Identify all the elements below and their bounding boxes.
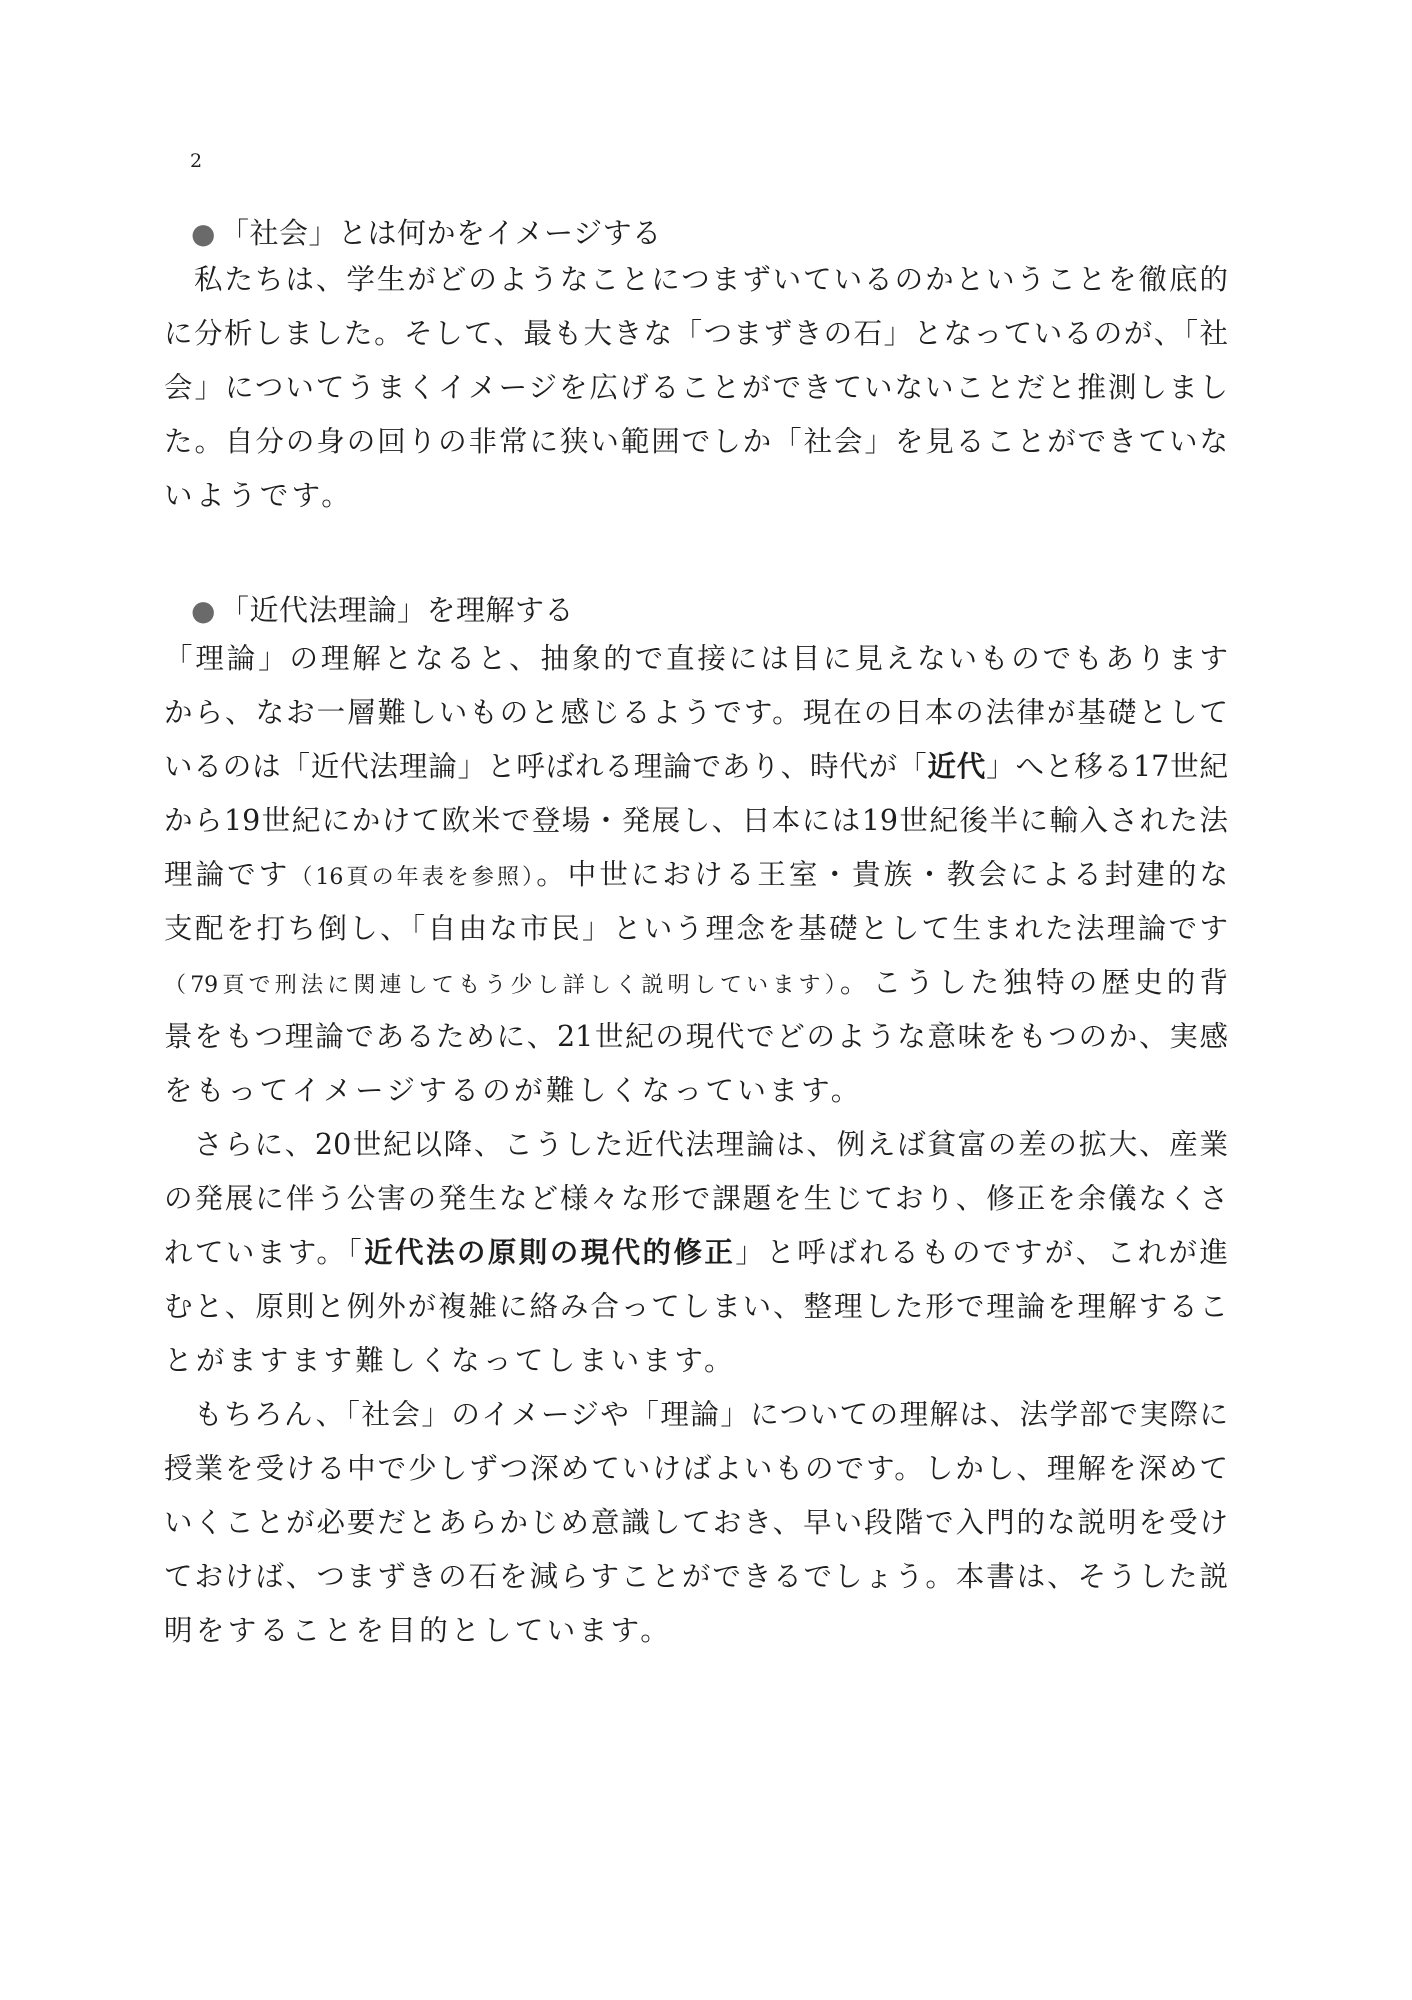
body-line: もちろん、「社会」のイメージや「理論」についての理解は、法学部で実際に xyxy=(194,1398,1228,1431)
body-line: いくことが必要だとあらかじめ意識しておき、早い段階で入門的な説明を受け xyxy=(164,1506,1228,1539)
bold-term: 近代法の原則の現代的修正 xyxy=(364,1236,736,1269)
page-number: 2 xyxy=(190,150,203,172)
body-line: をもってイメージするのが難しくなっています。 xyxy=(164,1074,863,1107)
body-line: 私たちは、学生がどのようなことにつまずいているのかということを徹底的 xyxy=(194,263,1228,296)
text-run: 。中世における王室・貴族・教会による封建的な xyxy=(536,858,1228,891)
section-heading-society xyxy=(191,213,662,254)
body-line: 会」についてうまくイメージを広げることができていないことだと推測しまし xyxy=(164,371,1228,404)
body-line: 景をもつ理論であるために、21世紀の現代でどのような意味をもつのか、実感 xyxy=(164,1020,1228,1053)
body-line: に分析しました。そして、最も大きな「つまずきの石」となっているのが、「社 xyxy=(164,317,1228,350)
section-heading-text: 「社会」とは何かをイメージする xyxy=(219,216,662,250)
body-line: から、なお一層難しいものと感じるようです。現在の日本の法律が基礎として xyxy=(164,696,1228,729)
body-line xyxy=(164,856,1228,896)
text-run: れています。「 xyxy=(164,1236,365,1269)
bullet-circle-icon: ● xyxy=(191,594,216,627)
text-run: 。こうした独特の歴史的背 xyxy=(839,966,1228,999)
body-line: た。自分の身の回りの非常に狭い範囲でしか「社会」を見ることができていな xyxy=(164,425,1228,458)
text-run: 理論です xyxy=(164,858,291,891)
body-line: とがますます難しくなってしまいます。 xyxy=(164,1344,736,1377)
body-line xyxy=(164,748,1228,788)
section-heading-text: 「近代法理論」を理解する xyxy=(219,593,574,627)
body-line: いようです。 xyxy=(164,479,354,512)
body-line: から19世紀にかけて欧米で登場・発展し、日本には19世紀後半に輸入された法 xyxy=(164,804,1228,837)
body-line: 支配を打ち倒し、「自由な市民」という理念を基礎として生まれた法理論です xyxy=(164,912,1228,945)
body-line: 「理論」の理解となると、抽象的で直接には目に見えないものでもあります xyxy=(164,642,1228,675)
body-line xyxy=(164,1234,1228,1274)
body-line: の発展に伴う公害の発生など様々な形で課題を生じており、修正を余儀なくさ xyxy=(164,1182,1228,1215)
text-run: 」へと移る17世紀 xyxy=(986,750,1228,783)
bullet-circle-icon: ● xyxy=(191,217,216,250)
body-line: ておけば、つまずきの石を減らすことができるでしょう。本書は、そうした説 xyxy=(164,1560,1228,1593)
body-line xyxy=(164,964,1228,1004)
page-reference-note: （16頁の年表を参照） xyxy=(290,865,537,890)
body-line: 明をすることを目的としています。 xyxy=(164,1614,673,1647)
body-line: さらに、20世紀以降、こうした近代法理論は、例えば貧富の差の拡大、産業 xyxy=(194,1128,1228,1161)
bold-term: 近代 xyxy=(927,750,987,783)
body-line: むと、原則と例外が複雑に絡み合ってしまい、整理した形で理論を理解するこ xyxy=(164,1290,1228,1323)
page-reference-note: （79頁で刑法に関連してもう少し詳しく説明しています） xyxy=(164,973,840,998)
body-line: 授業を受ける中で少しずつ深めていけばよいものです。しかし、理解を深めて xyxy=(164,1452,1228,1485)
text-run: 」と呼ばれるものですが、これが進 xyxy=(735,1236,1228,1269)
section-heading-modern-law xyxy=(191,590,574,631)
text-run: いるのは「近代法理論」と呼ばれる理論であり、時代が「 xyxy=(164,750,928,783)
